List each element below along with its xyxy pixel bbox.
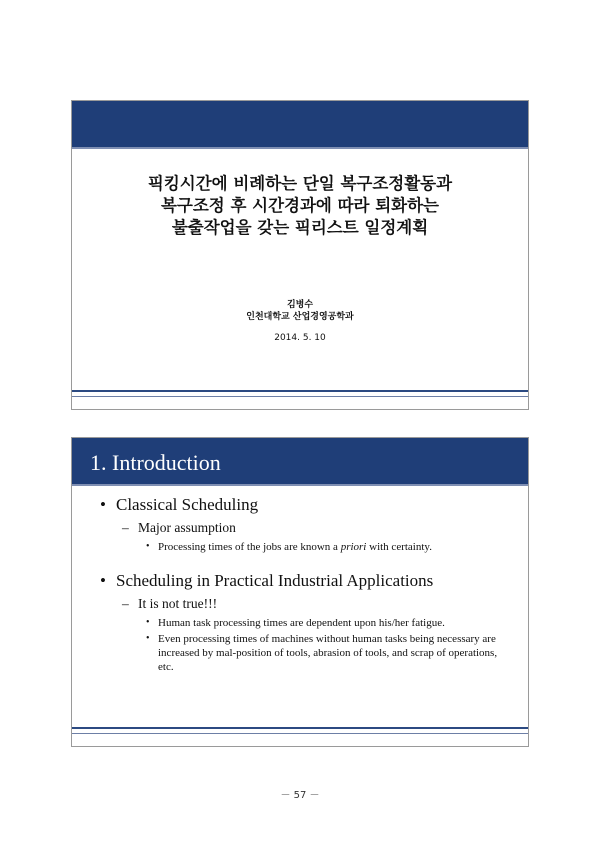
sub-bullet-major-assumption: – Major assumption — [72, 519, 528, 537]
bullet-classical-scheduling: • Classical Scheduling — [72, 494, 528, 516]
header-divider — [72, 484, 528, 486]
slide-header-band — [72, 101, 528, 147]
footer-divider-thin — [72, 396, 528, 397]
bullet-practical-applications: • Scheduling in Practical Industrial Applications — [72, 570, 528, 592]
cover-title-line: 불출작업을 갖는 픽리스트 일정계획 — [171, 218, 429, 237]
footer-divider — [72, 727, 528, 729]
detail-text: with certainty. — [366, 541, 432, 553]
title-slide — [71, 100, 529, 410]
presentation-date: 2014. 5. 10 — [274, 333, 326, 343]
footer-divider-thin — [72, 733, 528, 734]
cover-title-line: 복구조정 후 시간경과에 따라 퇴화하는 — [160, 196, 439, 215]
detail-text: Processing times of the jobs are known a — [158, 541, 341, 553]
detail-italic: priori — [340, 541, 367, 553]
detail-processing-times — [72, 540, 528, 554]
sub-bullet-not-true: – It is not true!!! — [72, 595, 528, 613]
author-block — [72, 299, 528, 323]
author-affiliation: 인천대학교 산업경영공학과 — [246, 312, 354, 322]
footer-divider — [72, 390, 528, 392]
detail-human-fatigue: • Human task processing times are dependent upon his/her fatigue. — [72, 616, 528, 630]
slide-content — [72, 494, 528, 674]
detail-machine-tools: • Even processing times of machines without human tasks being necessary are increased by mal-position of tools, abrasion of tools, and scrap of operations, etc. — [72, 632, 528, 674]
introduction-slide — [71, 437, 529, 747]
cover-title — [82, 173, 518, 239]
cover-title-line: 픽킹시간에 비례하는 단일 복구조정활동과 — [147, 174, 453, 193]
slide-header-band — [72, 438, 528, 484]
page-number: － 57 － — [280, 790, 320, 801]
author-name: 김병수 — [286, 300, 314, 310]
header-divider — [72, 147, 528, 149]
slide-title: 1. Introduction — [90, 450, 221, 475]
